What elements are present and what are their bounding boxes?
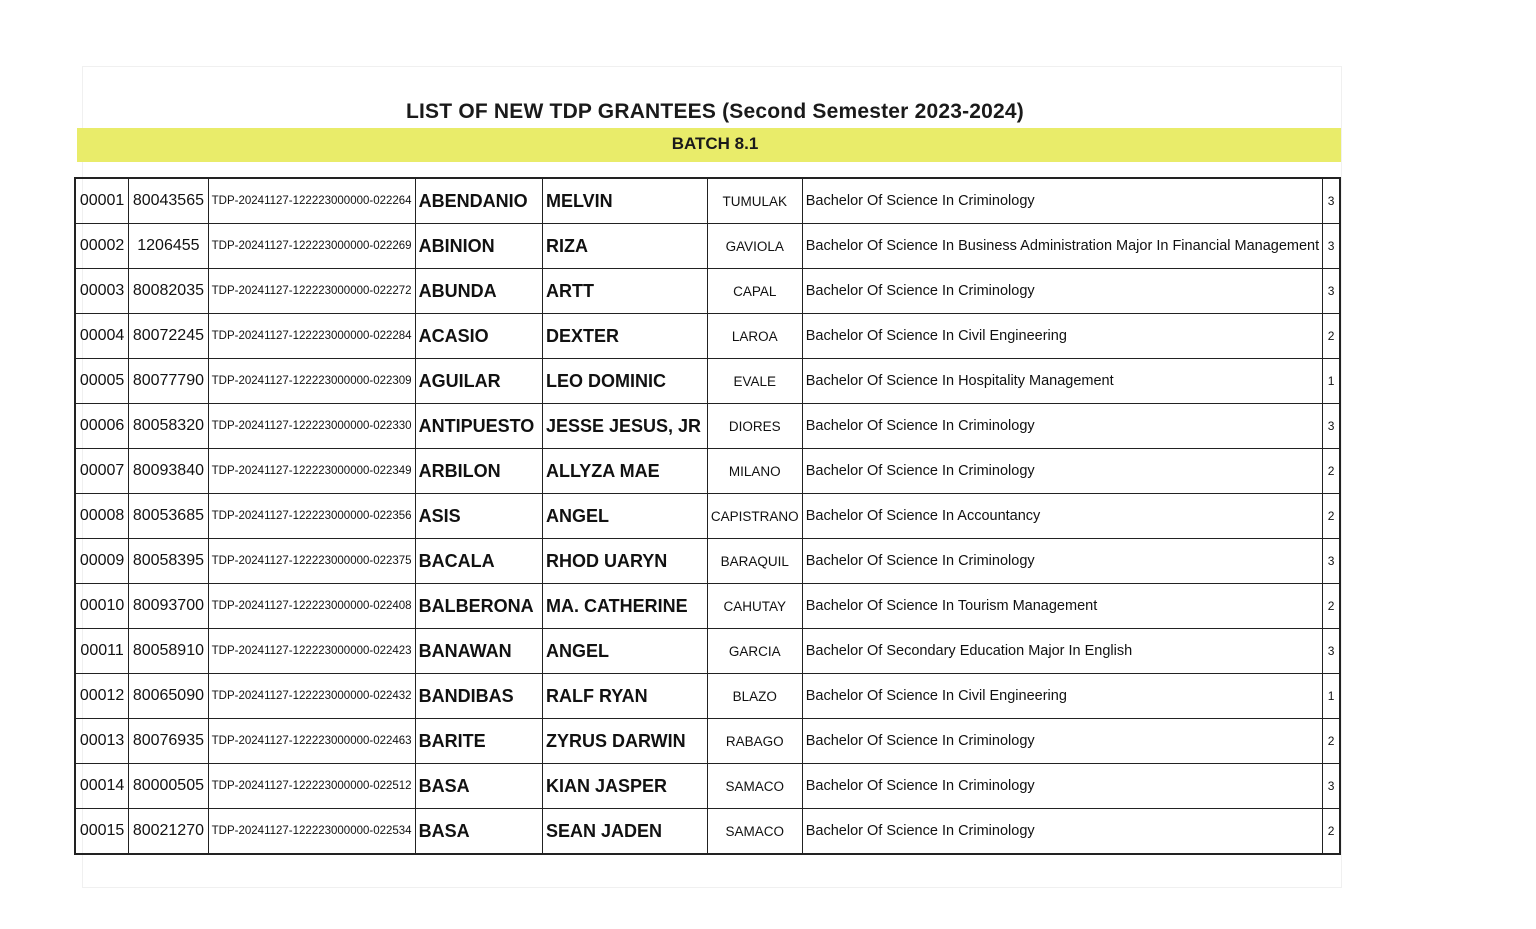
table-row xyxy=(75,584,1340,629)
award-number-cell: 80043565 xyxy=(129,178,209,224)
table-row xyxy=(75,404,1340,449)
document-title: LIST OF NEW TDP GRANTEES (Second Semester 2023-2024) xyxy=(405,100,1024,123)
town-cell: EVALE xyxy=(707,359,802,404)
first-name-cell: RHOD UARYN xyxy=(542,539,707,584)
award-number-cell: 80058320 xyxy=(129,404,209,449)
table-row xyxy=(75,629,1340,674)
last-name-cell: ABENDANIO xyxy=(415,178,542,224)
sequence-cell: 00001 xyxy=(75,178,129,224)
award-number-cell: 80076935 xyxy=(129,719,209,764)
program-cell: Bachelor Of Science In Criminology xyxy=(802,449,1322,494)
sequence-cell: 00005 xyxy=(75,359,129,404)
program-cell: Bachelor Of Science In Criminology xyxy=(802,539,1322,584)
sequence-cell: 00014 xyxy=(75,764,129,809)
table-row xyxy=(75,674,1340,719)
year-level-cell: 2 xyxy=(1323,494,1340,539)
year-level-cell: 2 xyxy=(1323,584,1340,629)
town-cell: RABAGO xyxy=(707,719,802,764)
sequence-cell: 00009 xyxy=(75,539,129,584)
batch-label: BATCH 8.1 xyxy=(671,134,759,153)
year-level-cell: 2 xyxy=(1323,449,1340,494)
town-cell: SAMACO xyxy=(707,809,802,855)
last-name-cell: ABINION xyxy=(415,224,542,269)
program-cell: Bachelor Of Science In Civil Engineering xyxy=(802,674,1322,719)
first-name-cell: JESSE JESUS, JR xyxy=(542,404,707,449)
first-name-cell: ANGEL xyxy=(542,494,707,539)
tdp-code-cell: TDP-20241127-122223000000-022330 xyxy=(208,404,415,449)
sequence-cell: 00006 xyxy=(75,404,129,449)
program-cell: Bachelor Of Science In Hospitality Management xyxy=(802,359,1322,404)
sequence-cell: 00002 xyxy=(75,224,129,269)
last-name-cell: ARBILON xyxy=(415,449,542,494)
year-level-cell: 3 xyxy=(1323,178,1340,224)
town-cell: GAVIOLA xyxy=(707,224,802,269)
sequence-cell: 00010 xyxy=(75,584,129,629)
program-cell: Bachelor Of Science In Accountancy xyxy=(802,494,1322,539)
sequence-cell: 00015 xyxy=(75,809,129,855)
year-level-cell: 1 xyxy=(1323,674,1340,719)
award-number-cell: 80058910 xyxy=(129,629,209,674)
town-cell: DIORES xyxy=(707,404,802,449)
year-level-cell: 1 xyxy=(1323,359,1340,404)
town-cell: CAPAL xyxy=(707,269,802,314)
program-cell: Bachelor Of Secondary Education Major In English xyxy=(802,629,1322,674)
program-cell: Bachelor Of Science In Civil Engineering xyxy=(802,314,1322,359)
first-name-cell: MA. CATHERINE xyxy=(542,584,707,629)
tdp-code-cell: TDP-20241127-122223000000-022408 xyxy=(208,584,415,629)
town-cell: CAHUTAY xyxy=(707,584,802,629)
last-name-cell: BARITE xyxy=(415,719,542,764)
tdp-code-cell: TDP-20241127-122223000000-022284 xyxy=(208,314,415,359)
last-name-cell: BANDIBAS xyxy=(415,674,542,719)
sequence-cell: 00013 xyxy=(75,719,129,764)
award-number-cell: 80093840 xyxy=(129,449,209,494)
first-name-cell: MELVIN xyxy=(542,178,707,224)
sequence-cell: 00007 xyxy=(75,449,129,494)
year-level-cell: 3 xyxy=(1323,224,1340,269)
table-row xyxy=(75,178,1340,224)
program-cell: Bachelor Of Science In Criminology xyxy=(802,178,1322,224)
tdp-code-cell: TDP-20241127-122223000000-022534 xyxy=(208,809,415,855)
first-name-cell: SEAN JADEN xyxy=(542,809,707,855)
program-cell: Bachelor Of Science In Criminology xyxy=(802,719,1322,764)
first-name-cell: DEXTER xyxy=(542,314,707,359)
table-row xyxy=(75,269,1340,314)
year-level-cell: 2 xyxy=(1323,314,1340,359)
town-cell: BLAZO xyxy=(707,674,802,719)
sequence-cell: 00004 xyxy=(75,314,129,359)
table-row xyxy=(75,449,1340,494)
sequence-cell: 00012 xyxy=(75,674,129,719)
tdp-code-cell: TDP-20241127-122223000000-022356 xyxy=(208,494,415,539)
year-level-cell: 2 xyxy=(1323,719,1340,764)
program-cell: Bachelor Of Science In Business Administration Major In Financial Management xyxy=(802,224,1322,269)
tdp-code-cell: TDP-20241127-122223000000-022512 xyxy=(208,764,415,809)
tdp-code-cell: TDP-20241127-122223000000-022423 xyxy=(208,629,415,674)
last-name-cell: BALBERONA xyxy=(415,584,542,629)
tdp-code-cell: TDP-20241127-122223000000-022269 xyxy=(208,224,415,269)
tdp-code-cell: TDP-20241127-122223000000-022309 xyxy=(208,359,415,404)
table-row xyxy=(75,539,1340,584)
award-number-cell: 80021270 xyxy=(129,809,209,855)
last-name-cell: BASA xyxy=(415,809,542,855)
grantees-table xyxy=(74,177,1341,855)
award-number-cell: 1206455 xyxy=(129,224,209,269)
table-row xyxy=(75,494,1340,539)
table-row xyxy=(75,809,1340,855)
program-cell: Bachelor Of Science In Tourism Management xyxy=(802,584,1322,629)
tdp-code-cell: TDP-20241127-122223000000-022264 xyxy=(208,178,415,224)
tdp-code-cell: TDP-20241127-122223000000-022432 xyxy=(208,674,415,719)
award-number-cell: 80058395 xyxy=(129,539,209,584)
tdp-code-cell: TDP-20241127-122223000000-022272 xyxy=(208,269,415,314)
sequence-cell: 00011 xyxy=(75,629,129,674)
town-cell: BARAQUIL xyxy=(707,539,802,584)
town-cell: TUMULAK xyxy=(707,178,802,224)
year-level-cell: 3 xyxy=(1323,764,1340,809)
town-cell: MILANO xyxy=(707,449,802,494)
year-level-cell: 2 xyxy=(1323,809,1340,855)
year-level-cell: 3 xyxy=(1323,404,1340,449)
sequence-cell: 00003 xyxy=(75,269,129,314)
award-number-cell: 80065090 xyxy=(129,674,209,719)
year-level-cell: 3 xyxy=(1323,629,1340,674)
tdp-code-cell: TDP-20241127-122223000000-022463 xyxy=(208,719,415,764)
sequence-cell: 00008 xyxy=(75,494,129,539)
last-name-cell: ASIS xyxy=(415,494,542,539)
year-level-cell: 3 xyxy=(1323,539,1340,584)
town-cell: LAROA xyxy=(707,314,802,359)
town-cell: GARCIA xyxy=(707,629,802,674)
town-cell: SAMACO xyxy=(707,764,802,809)
last-name-cell: ABUNDA xyxy=(415,269,542,314)
last-name-cell: ACASIO xyxy=(415,314,542,359)
last-name-cell: AGUILAR xyxy=(415,359,542,404)
program-cell: Bachelor Of Science In Criminology xyxy=(802,764,1322,809)
table-row xyxy=(75,764,1340,809)
program-cell: Bachelor Of Science In Criminology xyxy=(802,809,1322,855)
year-level-cell: 3 xyxy=(1323,269,1340,314)
first-name-cell: ZYRUS DARWIN xyxy=(542,719,707,764)
program-cell: Bachelor Of Science In Criminology xyxy=(802,269,1322,314)
last-name-cell: BANAWAN xyxy=(415,629,542,674)
award-number-cell: 80072245 xyxy=(129,314,209,359)
program-cell: Bachelor Of Science In Criminology xyxy=(802,404,1322,449)
award-number-cell: 80093700 xyxy=(129,584,209,629)
first-name-cell: ANGEL xyxy=(542,629,707,674)
award-number-cell: 80053685 xyxy=(129,494,209,539)
first-name-cell: LEO DOMINIC xyxy=(542,359,707,404)
table-row xyxy=(75,359,1340,404)
first-name-cell: ALLYZA MAE xyxy=(542,449,707,494)
table-row xyxy=(75,719,1340,764)
table-row xyxy=(75,224,1340,269)
first-name-cell: KIAN JASPER xyxy=(542,764,707,809)
first-name-cell: RALF RYAN xyxy=(542,674,707,719)
last-name-cell: BACALA xyxy=(415,539,542,584)
town-cell: CAPISTRANO xyxy=(707,494,802,539)
tdp-code-cell: TDP-20241127-122223000000-022349 xyxy=(208,449,415,494)
tdp-code-cell: TDP-20241127-122223000000-022375 xyxy=(208,539,415,584)
first-name-cell: ARTT xyxy=(542,269,707,314)
grantees-table-body xyxy=(75,178,1340,854)
last-name-cell: BASA xyxy=(415,764,542,809)
table-row xyxy=(75,314,1340,359)
award-number-cell: 80077790 xyxy=(129,359,209,404)
award-number-cell: 80082035 xyxy=(129,269,209,314)
last-name-cell: ANTIPUESTO xyxy=(415,404,542,449)
first-name-cell: RIZA xyxy=(542,224,707,269)
award-number-cell: 80000505 xyxy=(129,764,209,809)
